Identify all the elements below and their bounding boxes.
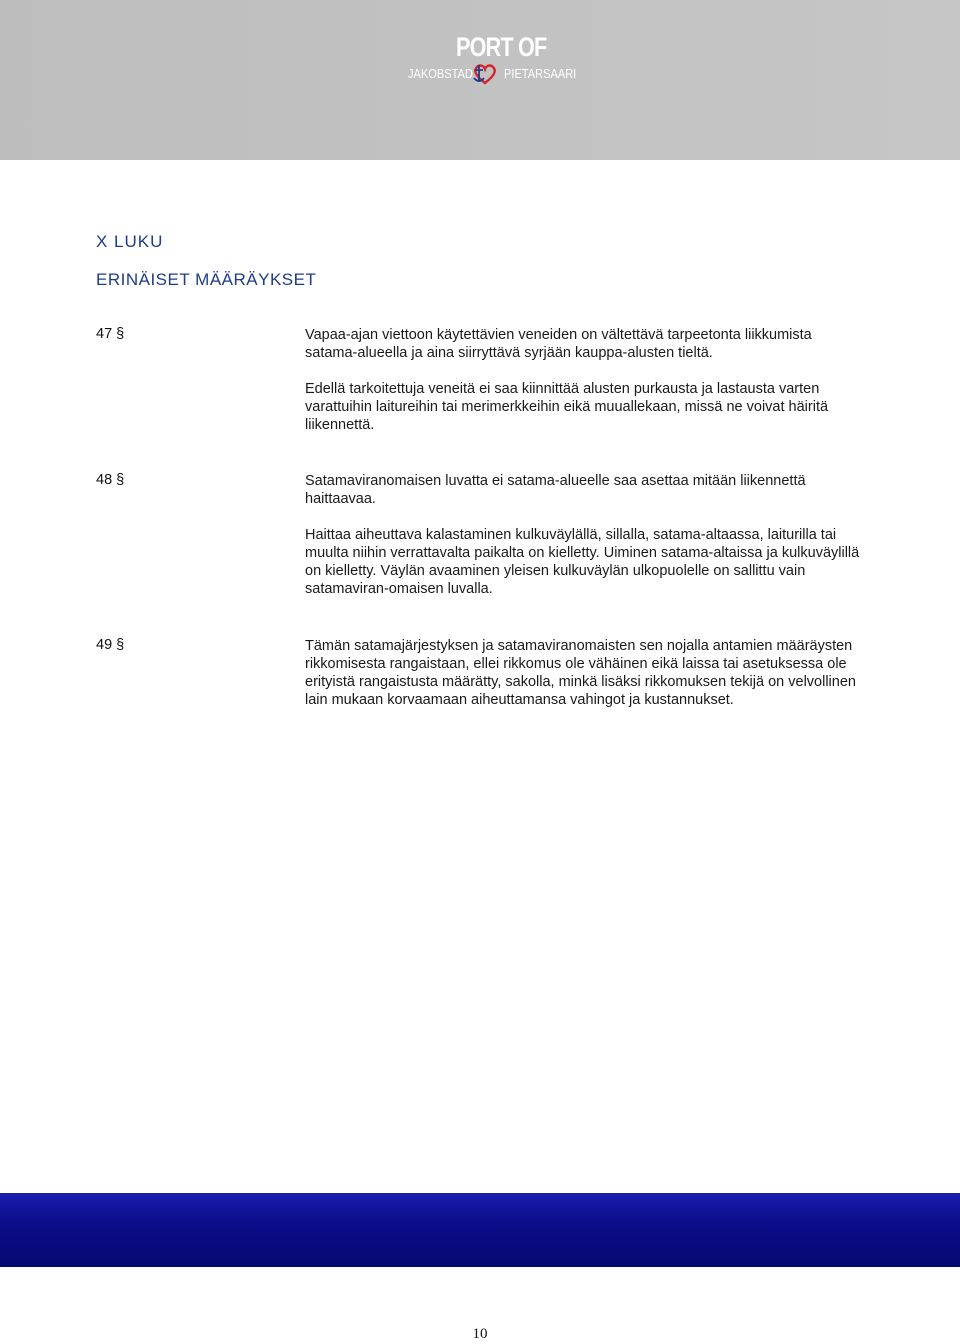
section-body: [305, 326, 865, 452]
header-band: [0, 0, 960, 160]
section-paragraph: Vapaa-ajan viettoon käytettävien veneiden on vältettävä tarpeetonta liikkumista satama-alueella ja aina siirryttävä syrjään kauppa-alusten tieltä.: [305, 327, 812, 361]
logo-left-name: JAKOBSTAD: [408, 66, 473, 81]
port-logo: [404, 30, 577, 90]
footer-band: [0, 1193, 960, 1267]
chapter-subtitle: ERINÄISET MÄÄRÄYKSET: [96, 270, 317, 289]
section-number: 48 §: [96, 472, 125, 488]
logo-right-name: PIETARSAARI: [504, 66, 577, 81]
section-paragraph: Edellä tarkoitettuja veneitä ei saa kiinnittää alusten purkausta ja lastausta varten varattuihin laitureihin tai merimerkkeihin eikä muuallekaan, missä ne voivat häiritä liikennettä.: [305, 381, 829, 433]
chapter-title: X LUKU: [96, 232, 164, 251]
section-paragraph: Tämän satamajärjestyksen ja satamaviranomaisten sen nojalla antamien määräysten rikkomisesta rangaistaan, ellei rikkomus ole vähäinen eikä laissa tai asetuksessa ole erityistä rangaistusta määrätty, sakolla, minkä lisäksi rikkomuksen tekijä on velvollinen lain mukaan korvaamaan aiheuttamansa vahingot ja kustannukset.: [305, 638, 856, 708]
page-number: 10: [472, 1326, 488, 1342]
section-paragraph: Satamaviranomaisen luvatta ei satama-alueelle saa asettaa mitään liikennettä haittaavaa.: [305, 473, 806, 507]
anchor-heart-icon: [470, 62, 500, 86]
section-number: 49 §: [96, 637, 125, 653]
section-body: [305, 472, 865, 616]
section-number: 47 §: [96, 326, 125, 342]
logo-title: PORT OF: [456, 32, 547, 62]
section-body: [305, 637, 865, 727]
section-paragraph: Haittaa aiheuttava kalastaminen kulkuväylällä, sillalla, satama-altaassa, laiturilla tai muulta niihin verrattavalta paikalta on kielletty. Uiminen satama-altaissa ja kulkuväylillä on kielletty. Väylän avaaminen yleisen kulkuväylän ulkopuolelle on sallittu vain satamaviran-omaisen luvalla.: [305, 527, 860, 597]
